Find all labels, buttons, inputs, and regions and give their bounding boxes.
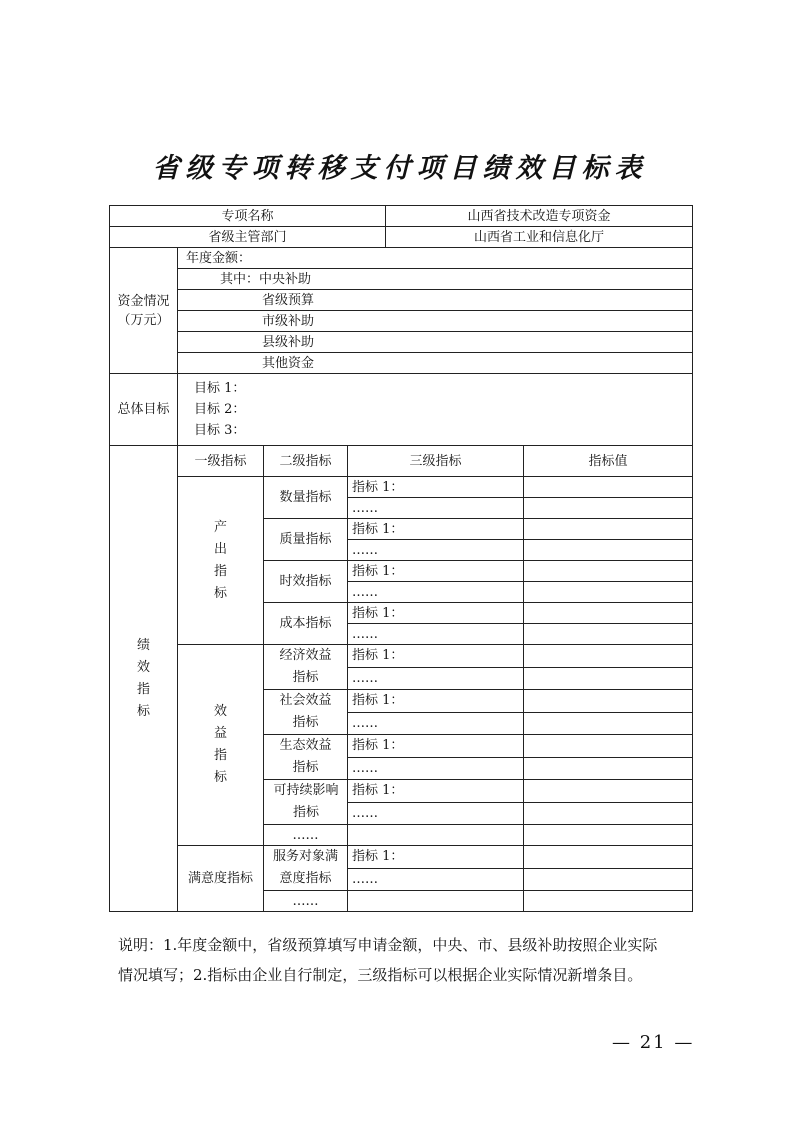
indicator-cell: 指标 1： [348, 690, 524, 713]
value-cell [524, 624, 693, 645]
benefit-item: 可持续影响指标 [264, 780, 348, 825]
indicator-cell: …… [348, 498, 524, 519]
output-item: 质量指标 [264, 519, 348, 561]
output-label: 产出指标 [178, 477, 264, 645]
indicator-cell [348, 891, 524, 912]
table-row [110, 269, 693, 290]
value-cell [524, 561, 693, 582]
goal-item: 目标 2： [194, 402, 246, 417]
indicator-cell: 指标 1： [348, 561, 524, 582]
value-cell [524, 582, 693, 603]
value-cell [524, 868, 693, 891]
indicator-cell: …… [348, 540, 524, 561]
perf-label: 绩效指标 [110, 446, 178, 912]
value-cell [524, 846, 693, 869]
funds-row: 县级补助 [178, 332, 693, 353]
goal-item: 目标 1： [194, 381, 246, 396]
satisfaction-item-more: …… [264, 891, 348, 912]
funds-row: 省级预算 [178, 290, 693, 311]
special-name-value: 山西省技术改造专项资金 [386, 206, 693, 227]
indicator-cell: …… [348, 757, 524, 780]
indicator-cell: …… [348, 624, 524, 645]
indicator-cell: …… [348, 582, 524, 603]
performance-target-table [109, 205, 693, 912]
value-cell [524, 802, 693, 825]
value-cell [524, 690, 693, 713]
indicator-cell: 指标 1： [348, 519, 524, 540]
funds-row: 其中：中央补助 [178, 269, 693, 290]
col-header-level2: 二级指标 [264, 446, 348, 477]
benefit-item-more: …… [264, 825, 348, 846]
funds-label: 资金情况 （万元） [110, 248, 178, 374]
value-cell [524, 825, 693, 846]
value-cell [524, 891, 693, 912]
table-row [110, 290, 693, 311]
satisfaction-item: 服务对象满意度指标 [264, 846, 348, 891]
output-item: 成本指标 [264, 603, 348, 645]
output-item: 数量指标 [264, 477, 348, 519]
col-header-value: 指标值 [524, 446, 693, 477]
indicator-cell: …… [348, 868, 524, 891]
table-row [110, 846, 693, 869]
value-cell [524, 667, 693, 690]
output-item: 时效指标 [264, 561, 348, 603]
footnote [118, 930, 698, 990]
value-cell [524, 603, 693, 624]
indicator-cell: …… [348, 712, 524, 735]
col-header-level1: 一级指标 [178, 446, 264, 477]
indicator-cell: 指标 1： [348, 645, 524, 668]
benefit-item: 生态效益指标 [264, 735, 348, 780]
footnote-line: 情况填写；2.指标由企业自行制定，三级指标可以根据企业实际情况新增条目。 [118, 966, 643, 984]
table-row [110, 332, 693, 353]
table-row [110, 206, 693, 227]
value-cell [524, 780, 693, 803]
special-name-label: 专项名称 [110, 206, 386, 227]
page-number: — 21 — [612, 1032, 695, 1053]
indicator-cell: 指标 1： [348, 477, 524, 498]
page-title: 省级专项转移支付项目绩效目标表 [152, 153, 648, 184]
table-row [110, 374, 693, 446]
table-row [110, 353, 693, 374]
indicator-cell: 指标 1： [348, 780, 524, 803]
benefit-item: 经济效益指标 [264, 645, 348, 690]
goals-list [178, 374, 693, 446]
goal-item: 目标 3： [194, 423, 246, 438]
funds-row: 其他资金 [178, 353, 693, 374]
goals-label: 总体目标 [110, 374, 178, 446]
indicator-cell: 指标 1： [348, 846, 524, 869]
value-cell [524, 540, 693, 561]
funds-row: 市级补助 [178, 311, 693, 332]
funds-row: 年度金额： [178, 248, 693, 269]
value-cell [524, 645, 693, 668]
dept-label: 省级主管部门 [110, 227, 386, 248]
dept-value: 山西省工业和信息化厅 [386, 227, 693, 248]
table-row [110, 477, 693, 498]
col-header-level3: 三级指标 [348, 446, 524, 477]
indicator-cell [348, 825, 524, 846]
benefit-label: 效益指标 [178, 645, 264, 846]
value-cell [524, 735, 693, 758]
value-cell [524, 757, 693, 780]
indicator-cell: …… [348, 802, 524, 825]
footnote-line: 说明：1.年度金额中，省级预算填写申请金额，中央、市、县级补助按照企业实际 [118, 936, 658, 954]
indicator-cell: …… [348, 667, 524, 690]
value-cell [524, 498, 693, 519]
table-row [110, 227, 693, 248]
table-row [110, 248, 693, 269]
satisfaction-label: 满意度指标 [178, 846, 264, 912]
value-cell [524, 477, 693, 498]
table-row [110, 311, 693, 332]
indicator-cell: 指标 1： [348, 735, 524, 758]
table-row [110, 645, 693, 668]
value-cell [524, 712, 693, 735]
value-cell [524, 519, 693, 540]
indicator-cell: 指标 1： [348, 603, 524, 624]
benefit-item: 社会效益指标 [264, 690, 348, 735]
table-row [110, 446, 693, 477]
